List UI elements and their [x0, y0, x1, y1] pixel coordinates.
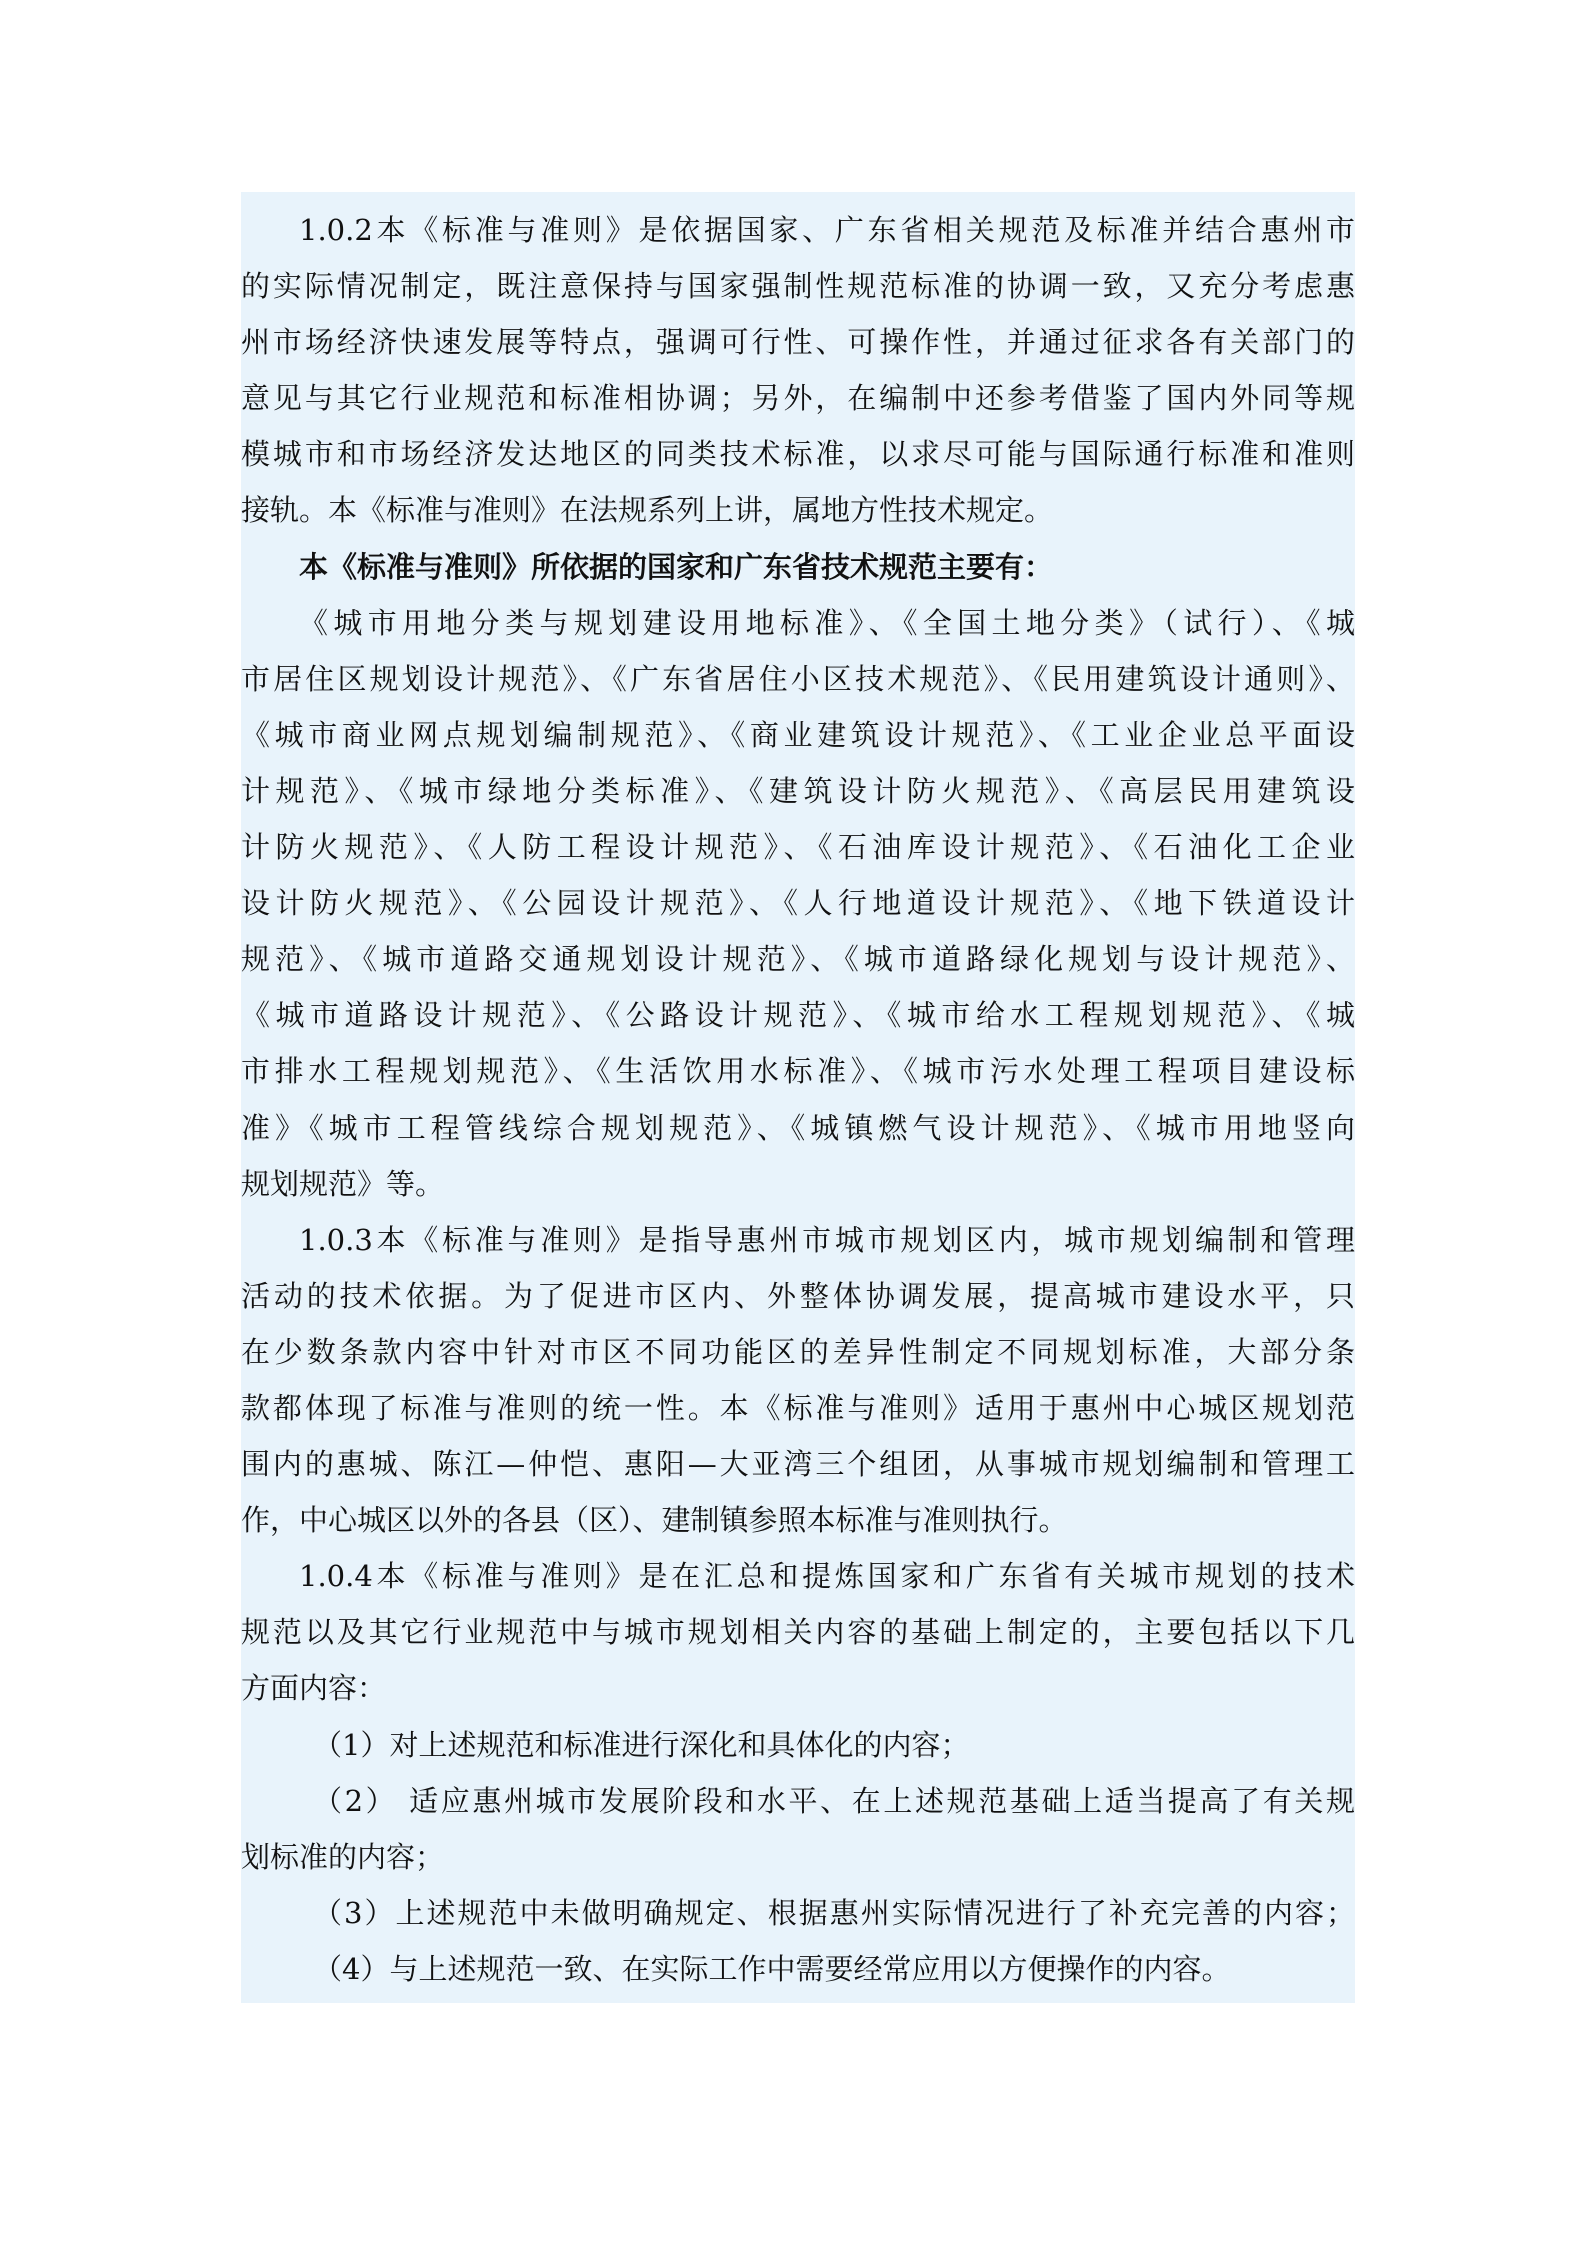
highlighted-text-block: [241, 192, 1355, 2003]
text-line: 在少数条款内容中针对市区不同功能区的差异性制定不同规划标准，大部分条: [241, 1334, 1355, 1369]
text-line: 围内的惠城、陈江—仲恺、惠阳—大亚湾三个组团，从事城市规划编制和管理工: [241, 1447, 1355, 1482]
text-line: 款都体现了标准与准则的统一性。本《标准与准则》适用于惠州中心城区规划范: [241, 1390, 1355, 1425]
text-line: 规范以及其它行业规范中与城市规划相关内容的基础上制定的，主要包括以下几: [241, 1615, 1355, 1650]
text-line: 规划规范》等。: [241, 1166, 445, 1201]
text-line: 划标准的内容；: [241, 1839, 445, 1874]
text-line: 作，中心城区以外的各县（区）、建制镇参照本标准与准则执行。: [241, 1503, 1068, 1538]
text-line: 方面内容：: [241, 1671, 387, 1706]
text-line: 意见与其它行业规范和标准相协调；另外，在编制中还参考借鉴了国内外同等规: [241, 381, 1355, 416]
text-line: 《城市商业网点规划编制规范》、《商业建筑设计规范》、《工业企业总平面设: [241, 717, 1355, 752]
text-line: （4）与上述规范一致、在实际工作中需要经常应用以方便操作的内容。: [313, 1951, 1231, 1986]
text-line: 《城市用地分类与规划建设用地标准》、《全国土地分类》（试行）、《城: [299, 605, 1355, 640]
text-line: 准》《城市工程管线综合规划规范》、《城镇燃气设计规范》、《城市用地竖向: [241, 1110, 1355, 1145]
text-line: 州市场经济快速发展等特点，强调可行性、可操作性，并通过征求各有关部门的: [241, 325, 1355, 360]
text-line: 规范》、《城市道路交通规划设计规范》、《城市道路绿化规划与设计规范》、: [241, 942, 1355, 977]
text-line: 的实际情况制定，既注意保持与国家强制性规范标准的协调一致，又充分考虑惠: [241, 269, 1355, 304]
text-line: 计防火规范》、《人防工程设计规范》、《石油库设计规范》、《石油化工企业: [241, 830, 1355, 865]
text-line: 本《标准与准则》所依据的国家和广东省技术规范主要有：: [299, 549, 1054, 584]
text-line: 市排水工程规划规范》、《生活饮用水标准》、《城市污水处理工程项目建设标: [241, 1054, 1355, 1089]
text-line: 模城市和市场经济发达地区的同类技术标准，以求尽可能与国际通行标准和准则: [241, 437, 1355, 472]
text-line: 活动的技术依据。为了促进市区内、外整体协调发展，提高城市建设水平，只: [241, 1278, 1355, 1313]
text-line: 1.0.2本《标准与准则》是依据国家、广东省相关规范及标准并结合惠州市: [299, 213, 1355, 247]
text-line: （1）对上述规范和标准进行深化和具体化的内容；: [313, 1727, 970, 1762]
text-line: 设计防火规范》、《公园设计规范》、《人行地道设计规范》、《地下铁道设计: [241, 886, 1355, 921]
text-line: 计规范》、《城市绿地分类标准》、《建筑设计防火规范》、《高层民用建筑设: [241, 773, 1355, 808]
text-line: 市居住区规划设计规范》、《广东省居住小区技术规范》、《民用建筑设计通则》、: [241, 661, 1355, 696]
paragraph-lines: [241, 208, 1355, 2003]
text-line: 1.0.4本《标准与准则》是在汇总和提炼国家和广东省有关城市规划的技术: [299, 1559, 1355, 1594]
text-line: 1.0.3本《标准与准则》是指导惠州市城市规划区内，城市规划编制和管理: [299, 1222, 1355, 1257]
text-line: 接轨。本《标准与准则》在法规系列上讲，属地方性技术规定。: [241, 493, 1054, 528]
text-line: （3）上述规范中未做明确规定、根据惠州实际情况进行了补充完善的内容；: [313, 1895, 1355, 1930]
text-line: （2） 适应惠州城市发展阶段和水平、在上述规范基础上适当提高了有关规: [313, 1783, 1355, 1818]
text-line: 《城市道路设计规范》、《公路设计规范》、《城市给水工程规划规范》、《城: [241, 998, 1355, 1033]
